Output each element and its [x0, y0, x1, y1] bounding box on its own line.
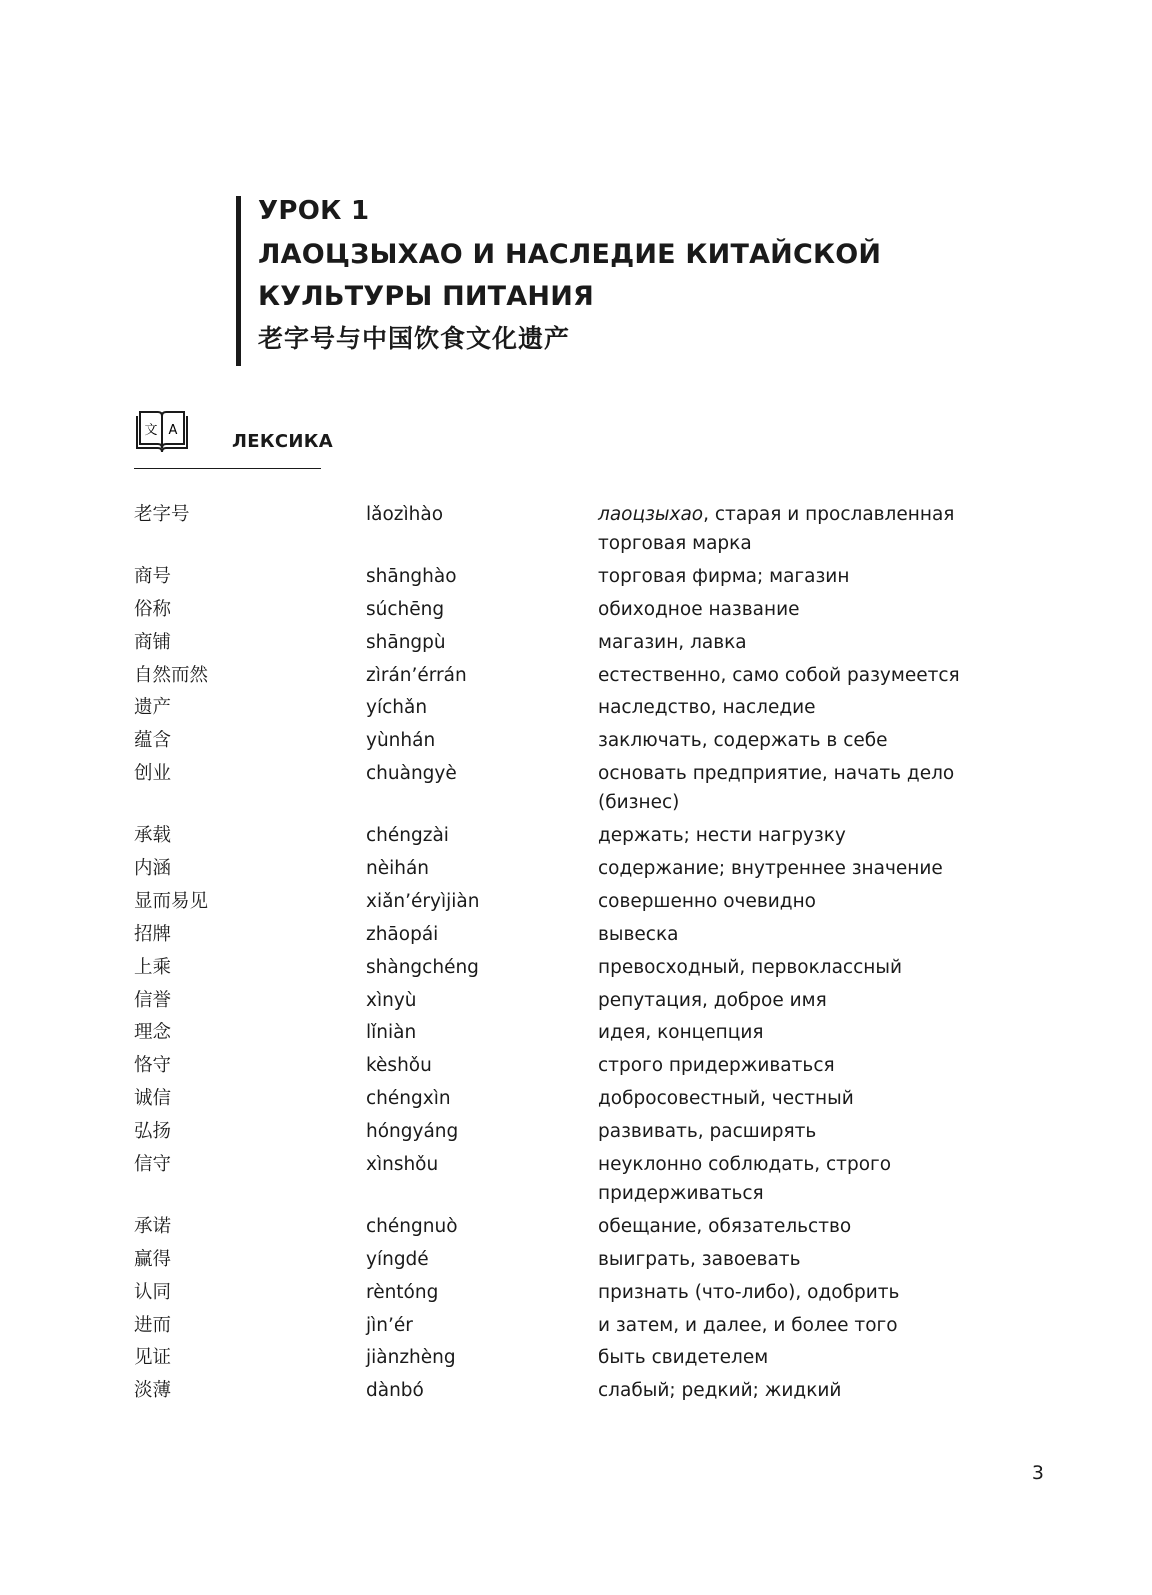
vocab-pinyin: chéngnuò: [366, 1215, 458, 1237]
vocab-translation-text: наследство, наследие: [598, 697, 816, 719]
vocab-hanzi: 恪守: [134, 1055, 172, 1077]
vocab-hanzi: 遗产: [134, 697, 172, 719]
vocab-translation: [598, 821, 1028, 850]
vocab-translation: [598, 887, 1028, 916]
vocab-translation-text: совершенно очевидно: [598, 890, 816, 912]
vocab-hanzi: 承诺: [134, 1215, 172, 1237]
vocab-pinyin: súchēng: [366, 598, 445, 620]
vocab-hanzi: 理念: [134, 1022, 172, 1044]
vocab-hanzi: 承载: [134, 825, 172, 847]
vocab-hanzi: 内涵: [134, 858, 172, 880]
vocab-hanzi: 淡薄: [134, 1380, 172, 1402]
vocab-translation-text: , старая и прославленная торговая марка: [598, 504, 955, 554]
vocab-translation-text: развивать, расширять: [598, 1121, 817, 1143]
vocab-translation-text: торговая фирма; магазин: [598, 565, 850, 587]
vocab-translation: [598, 1343, 1028, 1372]
vocab-translation-text: и затем, и далее, и более того: [598, 1314, 898, 1336]
vocab-translation: [598, 1376, 1028, 1405]
vocab-pinyin: yíchǎn: [366, 697, 428, 719]
vocab-row: [134, 1084, 1034, 1113]
vocab-translation-text: репутация, доброе имя: [598, 989, 827, 1011]
vocab-translation: [598, 953, 1028, 982]
vocab-translation-text: идея, концепция: [598, 1022, 764, 1044]
vocab-row: [134, 887, 1034, 916]
vocab-hanzi: 信誉: [134, 989, 172, 1011]
vocab-translation: [598, 986, 1028, 1015]
vocab-translation: [598, 1117, 1028, 1146]
vocab-hanzi: 商铺: [134, 631, 172, 653]
vocab-translation-text: слабый; редкий; жидкий: [598, 1380, 842, 1402]
vocab-row: [134, 726, 1034, 755]
lesson-title-line-1: ЛАОЦЗЫХАО И НАСЛЕДИЕ КИТАЙСКОЙ: [258, 239, 882, 270]
vocab-translation-text: превосходный, первоклассный: [598, 956, 903, 978]
vocab-row: [134, 1051, 1034, 1080]
vocab-hanzi: 招牌: [134, 923, 172, 945]
vocab-translation: [598, 1212, 1028, 1241]
vocab-translation-text: признать (что-либо), одобрить: [598, 1281, 900, 1303]
vocab-pinyin: dànbó: [366, 1380, 424, 1402]
vocab-translation-text: обиходное название: [598, 598, 800, 620]
vocab-translation: [598, 1150, 1028, 1208]
vocab-translation: [598, 1278, 1028, 1307]
lesson-number: УРОК 1: [258, 196, 370, 226]
vocab-row: [134, 1311, 1034, 1340]
section-label: ЛЕКСИКА: [232, 431, 333, 452]
vocab-translation: [598, 1084, 1028, 1113]
vocab-pinyin: shānghào: [366, 565, 457, 587]
vocab-pinyin: zìrán’érrán: [366, 664, 467, 686]
vocab-translation-italic: лаоцзыхао: [598, 504, 704, 525]
vocab-hanzi: 创业: [134, 763, 172, 785]
vocab-translation: [598, 854, 1028, 883]
lesson-title-chinese: 老字号与中国饮食文化遗产: [258, 324, 571, 353]
vocab-translation: [598, 1051, 1028, 1080]
vocab-translation-text: основать предприятие, начать дело (бизнес): [598, 763, 955, 814]
vocab-translation: [598, 1311, 1028, 1340]
vocab-row: [134, 953, 1034, 982]
vocab-translation: [598, 500, 1028, 558]
vocab-translation-text: естественно, само собой разумеется: [598, 664, 960, 686]
vocab-pinyin: jìn’ér: [366, 1314, 413, 1336]
vocabulary-section-header: [134, 410, 333, 469]
vocab-hanzi: 俗称: [134, 598, 172, 620]
vocab-row: [134, 986, 1034, 1015]
vocab-translation: [598, 628, 1028, 657]
vocab-row: [134, 1117, 1034, 1146]
vocab-row: [134, 920, 1034, 949]
vocab-hanzi: 蕴含: [134, 730, 172, 752]
vocab-translation-text: заключать, содержать в себе: [598, 730, 888, 752]
vocab-row: [134, 854, 1034, 883]
vocab-row: [134, 661, 1034, 690]
vocab-pinyin: lǎozìhào: [366, 504, 444, 525]
vocab-translation-text: быть свидетелем: [598, 1347, 769, 1369]
vocab-row: [134, 1343, 1034, 1372]
vocab-row: [134, 500, 1034, 558]
vocab-row: [134, 1212, 1034, 1241]
book-icon-right-glyph: A: [168, 423, 178, 438]
vocab-pinyin: yíngdé: [366, 1248, 429, 1270]
lesson-title-block: [236, 196, 936, 366]
vocab-translation-text: добросовестный, честный: [598, 1088, 854, 1110]
vocab-translation: [598, 726, 1028, 755]
vocab-translation-text: обещание, обязательство: [598, 1215, 852, 1237]
vocab-pinyin: zhāopái: [366, 923, 439, 945]
vocab-row: [134, 759, 1034, 817]
vocab-translation-text: держать; нести нагрузку: [598, 825, 846, 847]
vocab-translation-text: неуклонно соблюдать, строго придерживаться: [598, 1154, 892, 1205]
vocab-pinyin: yùnhán: [366, 730, 436, 752]
vocab-row: [134, 821, 1034, 850]
vocab-pinyin: kèshǒu: [366, 1055, 432, 1077]
vocab-translation-text: вывеска: [598, 923, 679, 945]
vocab-translation: [598, 759, 1028, 817]
vocab-translation-text: строго придерживаться: [598, 1055, 835, 1077]
vocab-row: [134, 1018, 1034, 1047]
vocab-pinyin: nèihán: [366, 858, 430, 880]
vocab-translation: [598, 693, 1028, 722]
vocab-hanzi: 信守: [134, 1154, 172, 1176]
lesson-title-line-2: КУЛЬТУРЫ ПИТАНИЯ: [258, 281, 594, 312]
vocab-translation: [598, 562, 1028, 591]
page-number: 3: [1031, 1462, 1044, 1484]
vocab-hanzi: 进而: [134, 1314, 172, 1336]
lesson-title: [258, 234, 936, 318]
vocab-translation: [598, 1018, 1028, 1047]
vocab-pinyin: xiǎn’éryìjiàn: [366, 890, 480, 912]
vocab-pinyin: jiànzhèng: [366, 1347, 456, 1369]
vocab-pinyin: hóngyáng: [366, 1121, 459, 1143]
vocab-pinyin: chéngzài: [366, 825, 449, 847]
vocab-row: [134, 595, 1034, 624]
vocab-pinyin: chéngxìn: [366, 1088, 451, 1110]
vocab-row: [134, 1376, 1034, 1405]
vocab-translation-text: выиграть, завоевать: [598, 1248, 801, 1270]
vocab-translation: [598, 920, 1028, 949]
vocab-row: [134, 693, 1034, 722]
vocab-hanzi: 赢得: [134, 1248, 172, 1270]
vocab-row: [134, 1245, 1034, 1274]
vocab-hanzi: 自然而然: [134, 664, 209, 686]
vocab-hanzi: 认同: [134, 1281, 172, 1303]
vocab-pinyin: lǐniàn: [366, 1022, 417, 1044]
vocab-pinyin: shāngpù: [366, 631, 446, 653]
vocab-translation-text: содержание; внутреннее значение: [598, 858, 943, 880]
vocab-pinyin: xìnyù: [366, 989, 417, 1011]
vocab-row: [134, 1150, 1034, 1208]
vocab-hanzi: 见证: [134, 1347, 172, 1369]
vocab-translation: [598, 661, 1028, 690]
vocab-pinyin: rèntóng: [366, 1281, 439, 1303]
vocab-translation: [598, 1245, 1028, 1274]
vocab-translation: [598, 595, 1028, 624]
vocab-row: [134, 628, 1034, 657]
vocab-pinyin: shàngchéng: [366, 956, 479, 978]
vocab-hanzi: 弘扬: [134, 1121, 172, 1143]
vocab-pinyin: xìnshǒu: [366, 1154, 439, 1176]
vocab-hanzi: 老字号: [134, 504, 190, 525]
vocab-hanzi: 显而易见: [134, 890, 209, 912]
vocab-hanzi: 诚信: [134, 1088, 172, 1110]
vocabulary-list: [134, 500, 1034, 1409]
vocab-hanzi: 商号: [134, 565, 172, 587]
vocab-translation-text: магазин, лавка: [598, 631, 747, 653]
book-icon-left-glyph: 文: [144, 423, 158, 438]
vocab-row: [134, 562, 1034, 591]
vocab-pinyin: chuàngyè: [366, 763, 457, 785]
book-icon: [134, 410, 190, 456]
vocab-row: [134, 1278, 1034, 1307]
vocab-hanzi: 上乘: [134, 956, 172, 978]
